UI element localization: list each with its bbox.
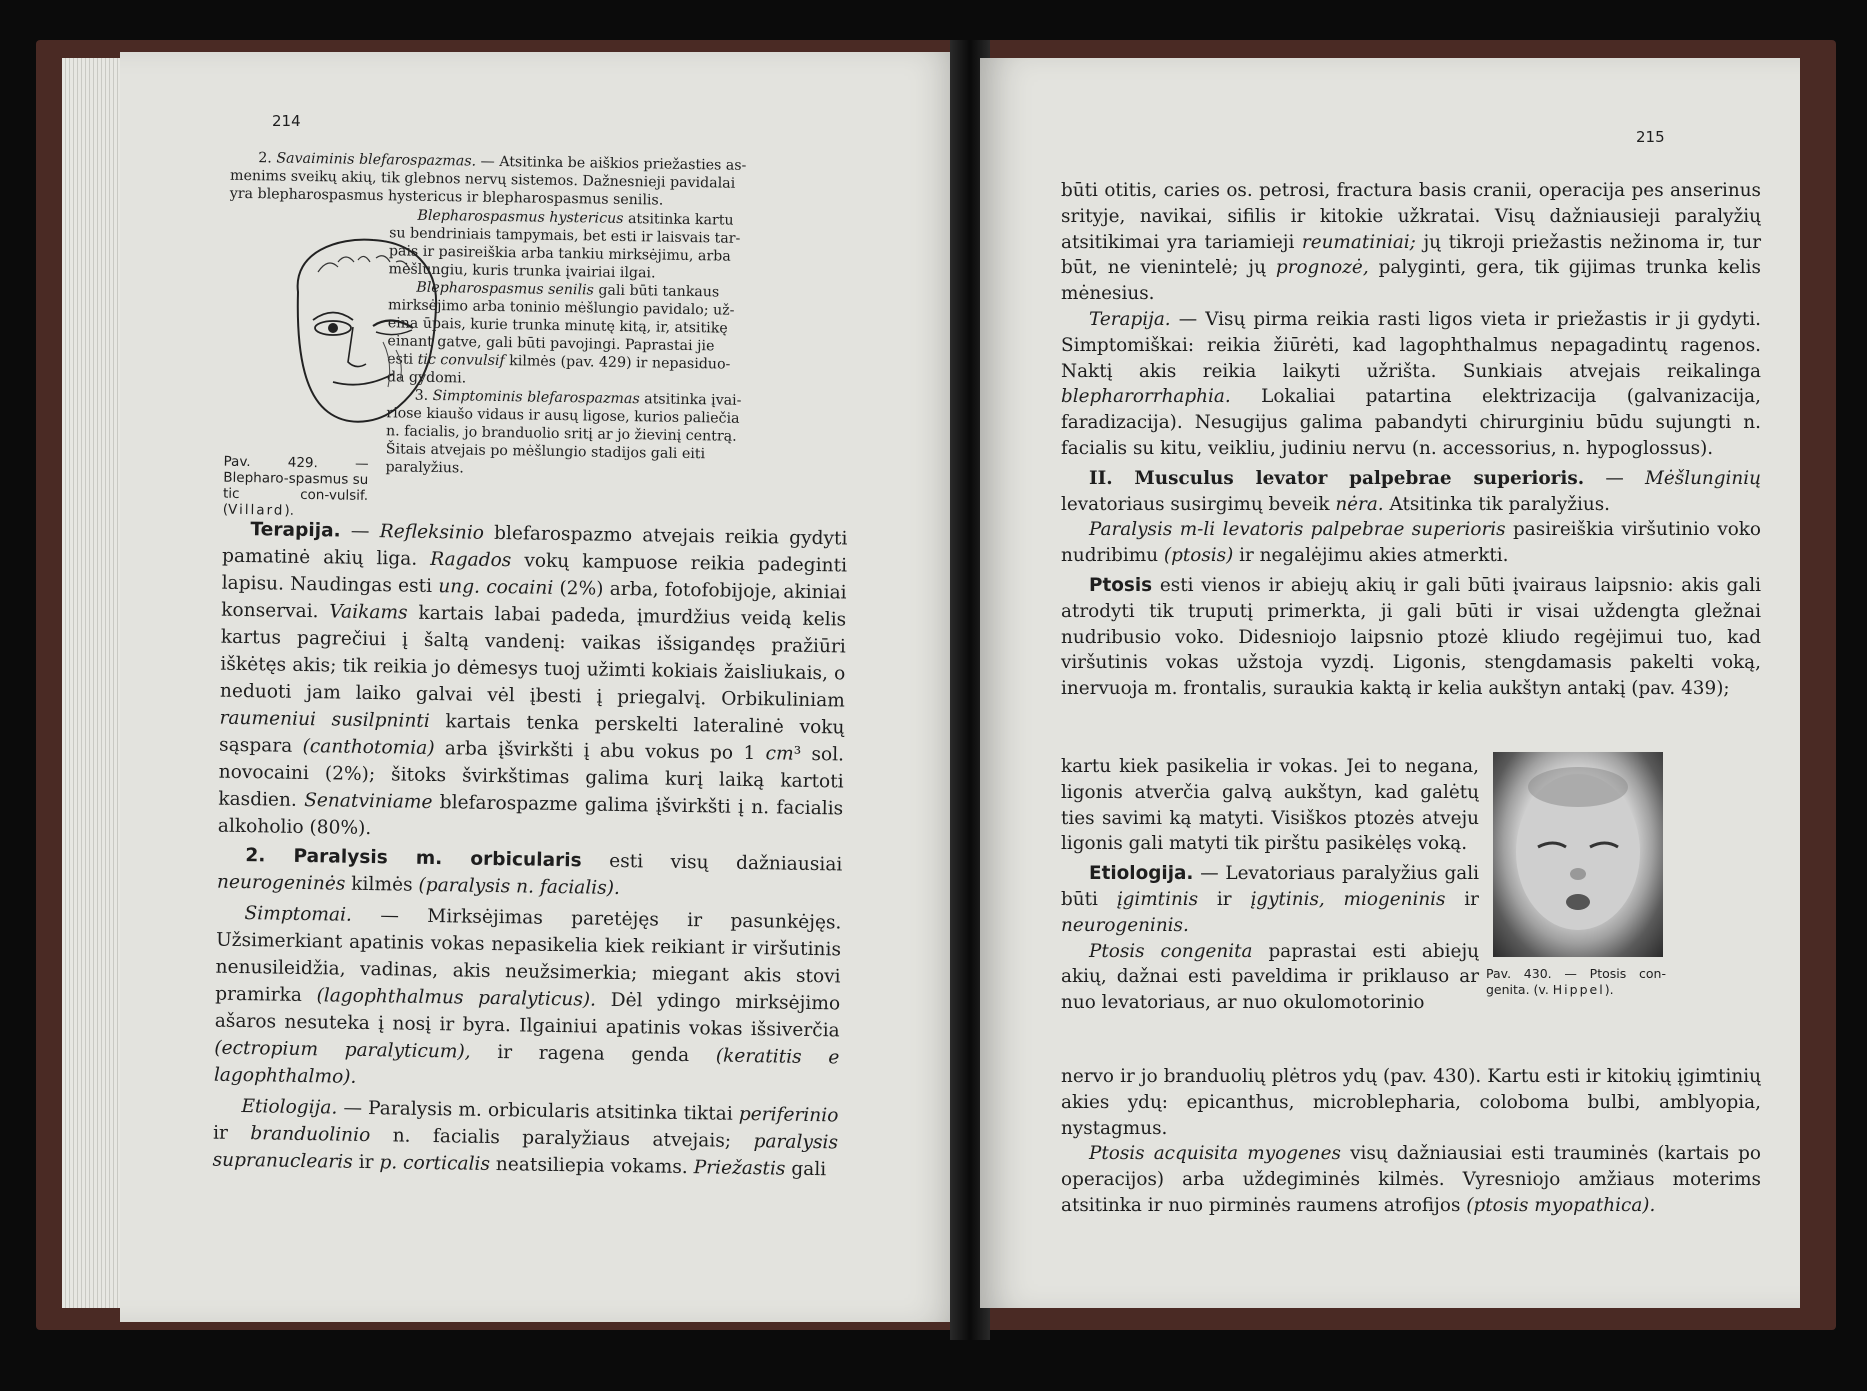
page-number: 215	[1636, 128, 1665, 146]
figure-caption	[1486, 966, 1666, 998]
text-line: mirksėjimo arba toninio mėšlungio pavidalo; už-	[387, 297, 735, 319]
text-line: n. facialis, jo branduolio sritį ar jo žievinį centrą.	[385, 423, 737, 445]
etiologija-paragraph: Etiologija. — Paralysis m. orbicularis atsitinka tiktai periferinio ir branduolinio n. facialis paralyžiaus atvejais; paralysis supranuclearis ir p. corticalis neatsiliepia vokams. Priežastis gali	[212, 1096, 839, 1181]
terapija-paragraph: Terapija. — Visų pirma reikia rasti ligos vieta ir priežastis ir ji gydyti. Simptomiškai: reikia žiūrėti, kad lagophthalmus nepagadintų ragenos. Naktį akis reikia laikyti užrišta. Sunkiais atvejais reikalinga blepharorrhaphia. Lokaliai patartina elektrizacija (galvanizacija, faradizacija). Nesugijus galima pabandyti chirurginiu būdu sujungti n. facialis su kitu, veikliu, judiniu nervu (n. accessorius, n. hypoglossus).	[1061, 308, 1761, 459]
text-line: esti tic convulsif kilmės (pav. 429) ir nepasiduo-	[387, 351, 731, 373]
ptosis-paragraph: Ptosis esti vienos ir abiejų akių ir gali būti įvairaus laipsnio: akis gali atrodyti tik truputį primerkta, ji gali būti ir visai uždengta gležnai nudribusio voko. Didesniojo laipsnio ptozė kliudo regėjimui tuo, kad viršutinis vokas užstoja vyzdį. Ligonis, stengdamasis pakelti voką, inervuoja m. frontalis, suraukia kaktą ir kelia aukštyn antakį (pav. 439);	[1061, 574, 1761, 700]
text-line: mėšlungiu, kuris trunka įvairiai ilgai.	[388, 261, 656, 282]
text-line: paralyžius.	[385, 459, 464, 477]
terapija-paragraph: Terapija. — Refleksinio blefarospazmo atvejais reikia gydyti pamatinė akių liga. Ragados vokų kampuose reikia padeginti lapisu. Naudingas esti ung. cocaini (2%) arba, fotofobijoje, akiniai konservai. Vaikams kartais labai padeda, įmurdžius veidą kelis kartus pagrečiui į šaltą vandenį: vaikas išsigandęs pražiūri iškėtęs akis; tik reikia jo dėmesys tuoj užimti kokiais žaisliukais, o neduoti jam laiko galvai vėl įbesti į priegalvį. Orbikuliniam raumeniui susilpninti kartais tenka perskelti lateralinė vokų sąspara (canthotomia) arba įšvirkšti į abu vokus po 1 cm³ sol. novocaini (2%); šitoks švirkštimas galima kurį laiką kartoti kasdien. Senatviniame blefarospazme galima įšvirkšti į n. facialis alkoholio (80%).	[217, 519, 848, 840]
congenita-paragraph: Ptosis congenita paprastai esti abiejų akių, dažnai esti paveldima ir priklauso ar nuo levatoriaus, ar nuo okulomotorinio	[1061, 940, 1479, 1014]
text-line: einant gatve, gali būti pavojingi. Paprastai jie	[387, 333, 715, 355]
text-line: Šitais atvejais po mėšlungio stadijos gali eiti	[385, 441, 706, 463]
text-line: su bendriniais tampymais, bet esti ir laisvais tar-	[389, 225, 741, 247]
intro-paragraph: būti otitis, caries os. petrosi, fractura basis cranii, operacija pes anserinus srityje, navikai, sifilis ir kitokie užkratai. Visų dažniausieji paralyžių atsitikimai yra tariamieji reumatiniai; jų tikroji priežastis nežinoma ir, tur būt, ne vienintelė; jų prognozė, palyginti, gera, tik gijimas trunka kelis mėnesius.	[1061, 180, 1761, 305]
text-line: eina ūpais, kurie trunka minutę kitą, ir, atsitikę	[387, 315, 728, 337]
text-line: da gydomi.	[386, 369, 467, 387]
text-line: 3. Simptominis blefarospazmas atsitinka įvai-	[414, 387, 742, 409]
section-text: — Mėšlunginių levatoriaus susirgimų beveik nėra. Atsitinka tik paralyžius.	[1061, 467, 1761, 515]
baby-photo	[1493, 752, 1663, 957]
body-paragraphs	[212, 516, 847, 1184]
caption-text: Pav. 430. — Ptosis con-genita. (v. Hippel).	[1486, 966, 1666, 997]
text-line: Blepharospasmus senilis gali būti tankaus	[416, 279, 720, 301]
text-line: riose kiaušo vidaus ir ausų ligose, kurios paliečia	[386, 405, 740, 427]
ptosis-continued: kartu kiek pasikelia ir vokas. Jei to negana, ligonis atverčia galvą aukštyn, kad galėtų ties savimi ką matyti. Visiškos ptozės atveju ligonis gali matyti tik pirštu pasikėlęs voką.	[1061, 756, 1479, 855]
baby-face-image	[1493, 752, 1663, 957]
page-number: 214	[272, 112, 301, 130]
simptomai-paragraph: Simptomai. — Mirksėjimas paretėjęs ir pasunkėjęs. Užsimerkiant apatinis vokas nepasikelia kiek reikiant ir viršutinis nenusileidžia, vadinas, akis neužsimerkia; miegant akis stovi pramirka (lagophthalmus paralyticus). Dėl ydingo mirksėjimo ašaros nesuteka į nosį ir byra. Ilgainiui apatinis vokas išsiverčia (ectropium paralyticum), ir ragena genda (keratitis e lagophthalmo).	[213, 903, 842, 1088]
right-intro	[1061, 178, 1761, 702]
text-line: menims sveikų akių, tik glebnos nervų sistemos. Dažnesnieji pavidalai	[229, 167, 736, 192]
levator-paragraph	[1061, 466, 1761, 518]
face-figure	[278, 232, 448, 432]
text-line: yra blepharospasmus hystericus ir blepharospasmus senilis.	[229, 185, 664, 209]
right-wrap	[1061, 754, 1479, 1016]
section-title: II. Musculus levator palpebrae superioris.	[1089, 467, 1585, 489]
paralysis-paragraph: Paralysis m-li levatoris palpebrae superioris pasireiškia viršutinio voko nudribimu (ptosis) ir negalėjimu akies atmerkti.	[1061, 519, 1761, 567]
text-line: Blepharospasmus hystericus atsitinka kartu	[417, 207, 734, 229]
caption-text: Pav. 429. — Blepharo-spasmus su tic con-vulsif. (Villard).	[222, 453, 369, 519]
left-page	[120, 52, 962, 1322]
text-line: pais ir pasireiškia arba tankiu mirksėjimu, arba	[388, 243, 731, 265]
etiologija-paragraph: Etiologija. — Levatoriaus paralyžius gali būti įgimtinis ir įgytinis, miogeninis ir neurogeninis.	[1061, 863, 1479, 936]
right-lower	[1061, 1064, 1761, 1219]
figure-caption	[223, 454, 369, 520]
section-title: 2. Paralysis m. orbicularis	[245, 845, 582, 872]
right-page	[980, 58, 1800, 1308]
text-line: 2. Savaiminis blefarospazmas. — Atsitinka be aiškios priežasties as-	[258, 150, 747, 174]
congenita-continued: nervo ir jo branduolių plėtros ydų (pav. 430). Kartu esti ir kitokių įgimtinių akies ydų: epicanthus, microblepharia, coloboma bulbi, amblyopia, nystagmus.	[1061, 1066, 1761, 1139]
left-text-block	[120, 52, 962, 1322]
section-text: esti visų dažniausiai neurogeninės kilmės (paralysis n. facialis).	[216, 850, 843, 899]
paralysis-paragraph	[217, 842, 843, 906]
savaiminis-paragraph	[230, 149, 851, 213]
wrap-paragraph	[385, 206, 849, 483]
acquisita-paragraph: Ptosis acquisita myogenes visų dažniausiai esti trauminės (kartais po operacijos) arba uždegiminės kilmės. Vyresniojo amžiaus moterims atsitinka ir nuo pirminės raumens atrofijos (ptosis myopathica).	[1061, 1143, 1761, 1216]
